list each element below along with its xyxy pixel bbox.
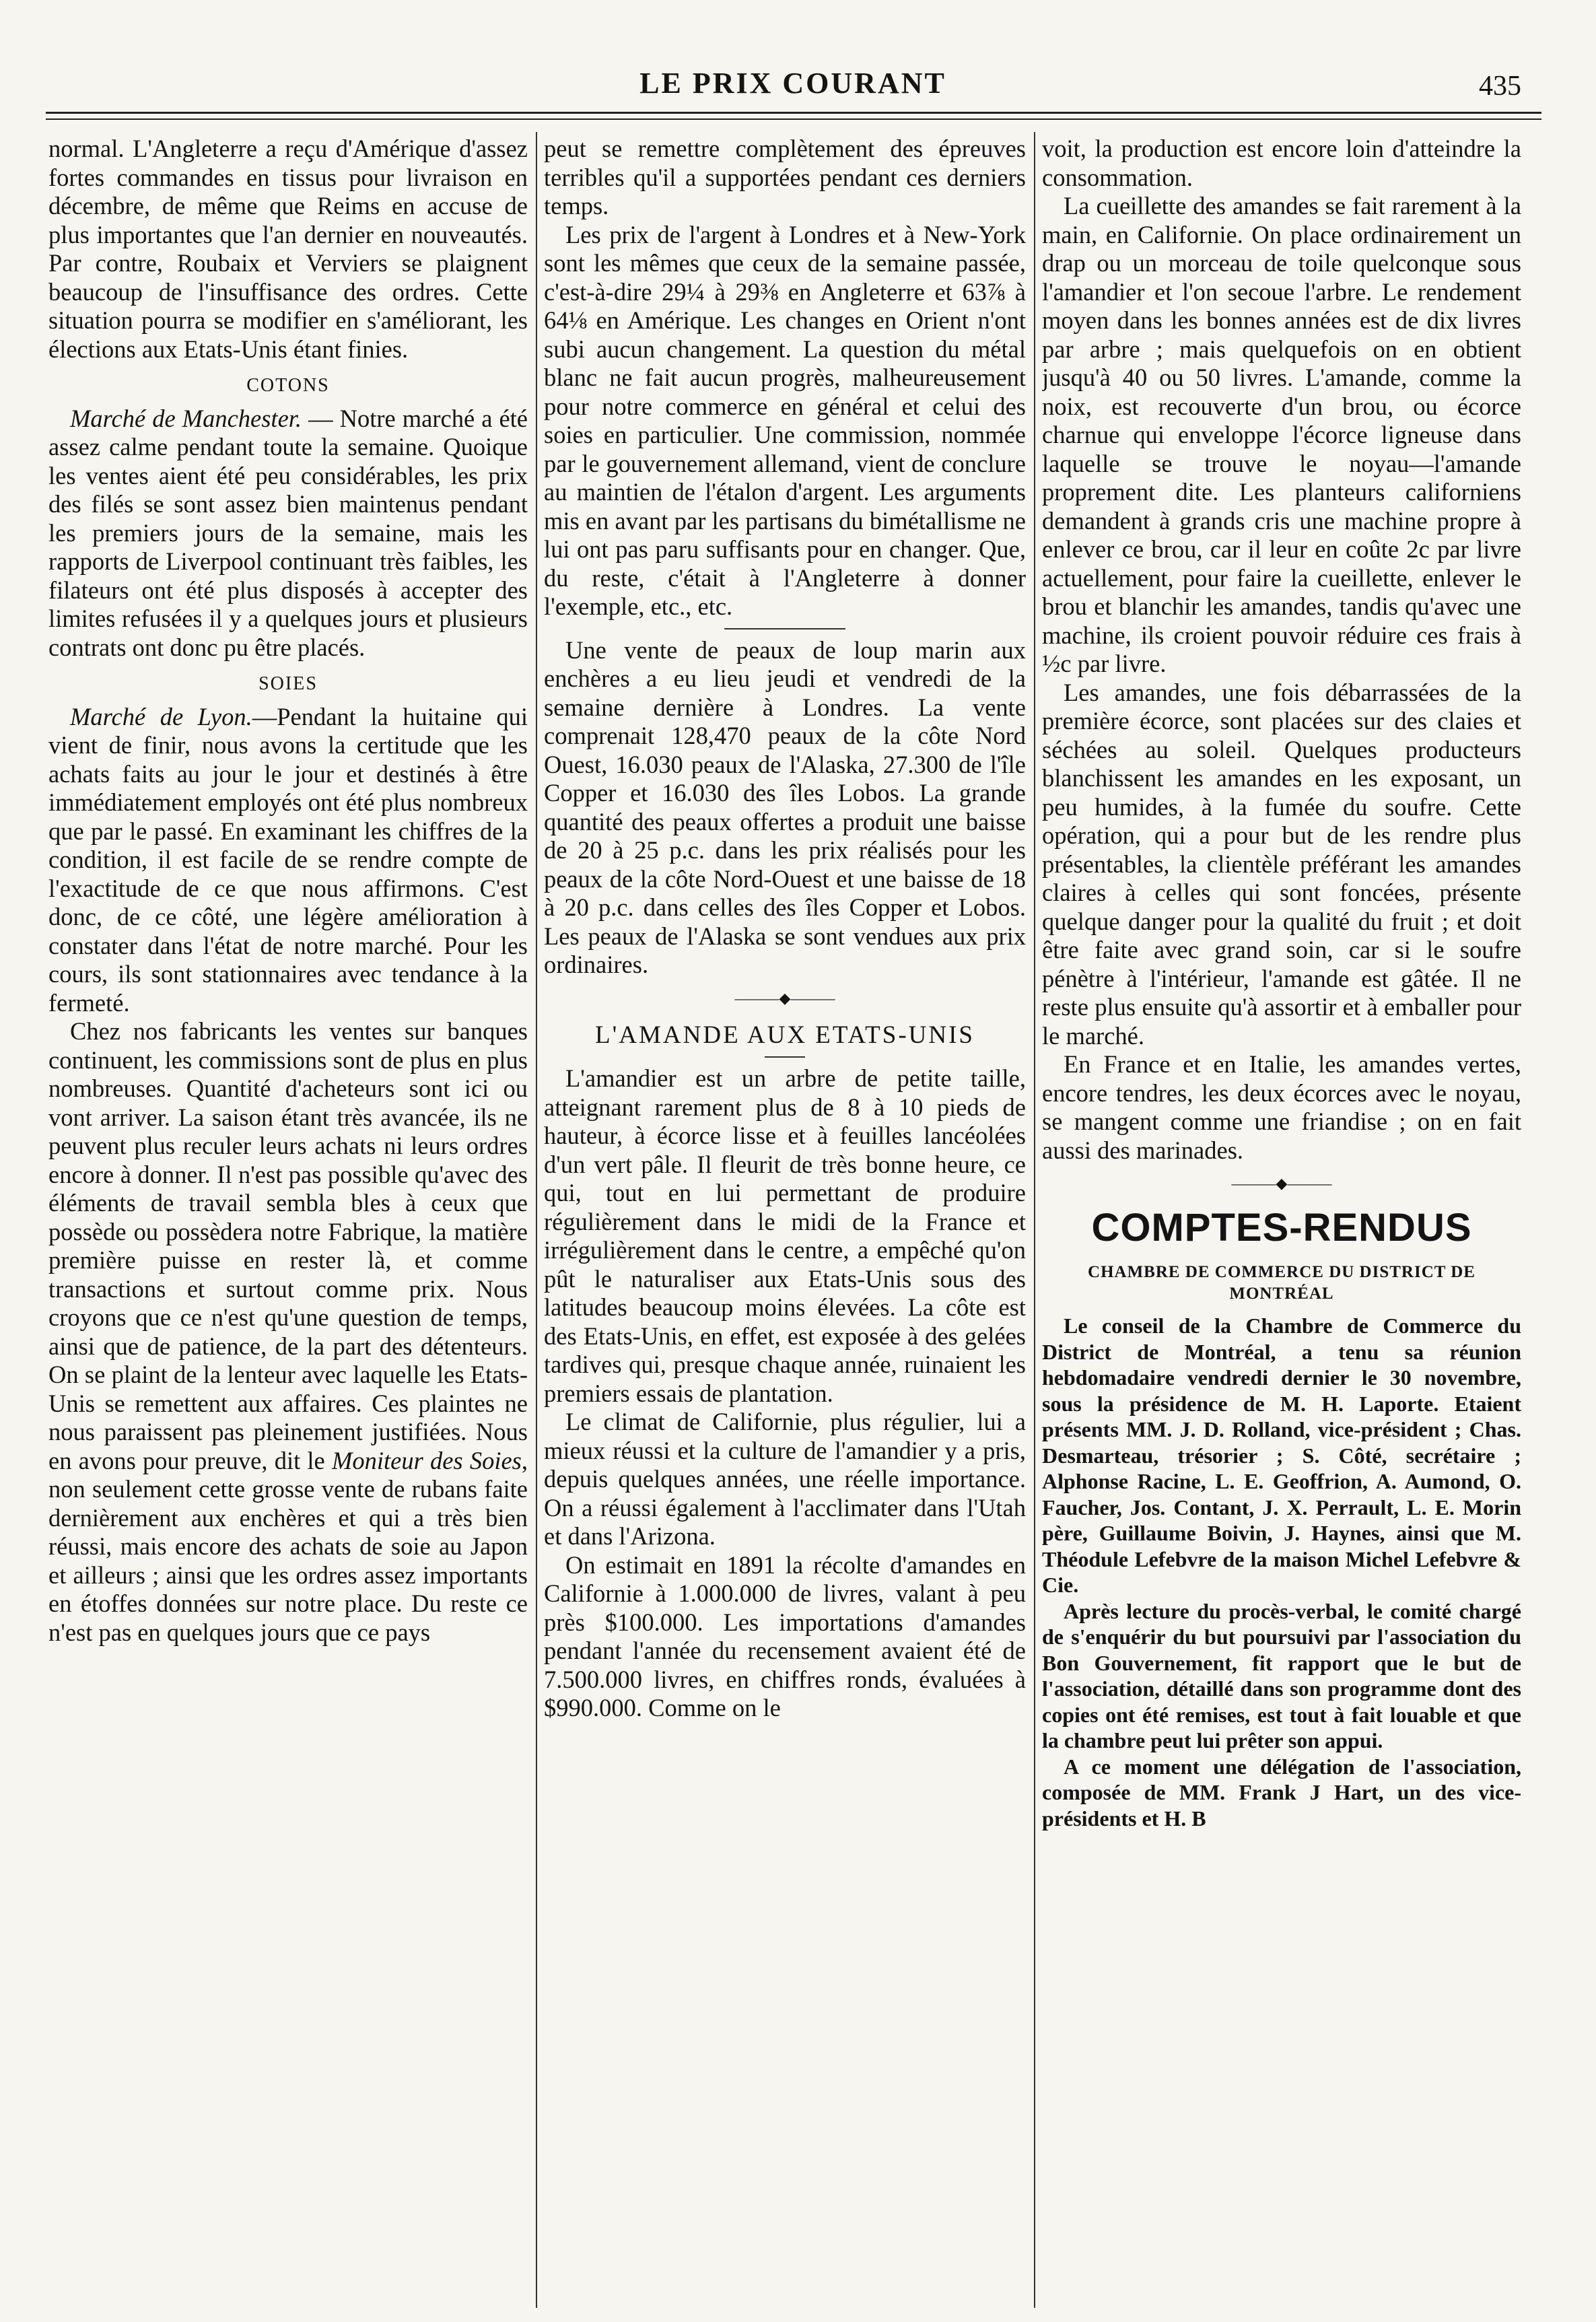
paragraph-argent: Les prix de l'argent à Londres et à New-York sont les mêmes que ceux de la semaine passée, c'est-à-dire 29¼ à 29⅜ en Angleterre et 63⅞ à 64⅛ en Amérique. Les changes en Orient n'ont subi aucun changement. La question du métal blanc ne fait aucun progrès, malheureusement pour notre commerce en général et celui des soies en particulier. Une commission, nommée par le gouvernement allemand, vient de conclure au maintien de l'étalon d'argent. Les arguments mis en avant par les partisans du bimétallisme ne lui ont pas paru suffisants pour en changer. Que, du reste, c'était à l'Angleterre à donner l'exemple, etc., etc. [544, 220, 1026, 620]
paragraph: peut se remettre complètement des épreuves terribles qu'il a supportées pendant ces derniers temps. [544, 135, 1026, 219]
report-block [1042, 1313, 1521, 1831]
title-underline [765, 1056, 805, 1058]
paragraph-text: Chez nos fabricants les ventes sur banques continuent, les commissions sont de plus en plus nombreuses. Quantité d'acheteurs sont ici ou vont arriver. La saison étant très avancée, ils ne peuvent plus reculer leurs achats ni leurs ordres encore à donner. Il n'est pas possible qu'avec des éléments de travail sembla bles à ceux que possède ou possèdera notre Fabrique, la matière première puisse en rester là, et comme transactions et surtout comme prix. Nous croyons que ce n'est qu'une question de temps, ainsi que de patience, de la part des détenteurs. On se plaint de la lenteur avec laquelle les Etats-Unis se remettent aux affaires. Ces plaintes ne nous paraissent pas pleinement justifiées. Nous en avons pour preuve, dit le [48, 1017, 528, 1474]
paragraph: Les amandes, une fois débarrassées de la première écorce, sont placées sur des claies et séchées au soleil. Quelques producteurs blanchissent les amandes en les exposant, un peu humides, à la fumée du soufre. Cette opération, qui a pour but de les rendre plus présentables, la clientèle préférant les amandes claires à celles qui sont foncées, présente quelque danger pour la qualité du fruit ; et doit être faite avec grand soin, car si le soufre pénètre à l'intérieur, l'amande est gâtée. Il ne reste plus ensuite qu'à assortir et à emballer pour le marché. [1042, 678, 1521, 1050]
header-rule-top [46, 112, 1541, 114]
ornament-divider: ———◆——— [734, 989, 835, 1006]
paragraph: On estimait en 1891 la récolte d'amandes en Californie à 1.000.000 de livres, valant à peu près $100.000. Les importations d'amandes pendant l'année du recensement avaient été de 7.500.000 livres, en chiffres ronds, évaluées à $990.000. Comme on le [544, 1550, 1026, 1721]
paragraph: L'amandier est un arbre de petite taille, atteignant rarement plus de 8 à 10 pieds de hauteur, à écorce lisse et à feuilles lancéolées d'un vert pâle. Il fleurit de très bonne heure, ce qui, tout en lui permettant de produire régulièrement dans le midi de la France et irrégulièrement dans le centre, a empêché qu'on pût le naturaliser aux Etats-Unis sous des latitudes beaucoup moins élevées. La côte est des Etats-Unis, en effet, est exposée à des gelées tardives qui, presque chaque année, ruinaient les premiers essais de plantation. [544, 1064, 1026, 1407]
ornament-divider: ———◆——— [1231, 1175, 1332, 1192]
paragraph: Après lecture du procès-verbal, le comité chargé de s'enquérir du but poursuivi par l'association du Bon Gouvernement, fit rapport que le but de l'association, détaillé dans son programme dont des copies ont été remises, est tout à fait louable et que la chambre peut lui prêter son appui. [1042, 1598, 1521, 1752]
newspaper-title: LE PRIX COURANT [639, 67, 946, 100]
paragraph: voit, la production est encore loin d'atteindre la consommation. [1042, 135, 1521, 191]
paragraph: A ce moment une délégation de l'association, composée de MM. Frank J Hart, un des vice-présidents et H. B [1042, 1754, 1521, 1831]
page-number: 435 [1479, 71, 1521, 102]
section-heading-soies: SOIES [258, 673, 318, 694]
publication-name: Moniteur des Soies [331, 1446, 522, 1474]
column-divider [536, 132, 537, 2308]
section-heading-cotons: COTONS [246, 375, 330, 396]
separator-rule [724, 628, 845, 629]
paragraph: Le climat de Californie, plus régulier, lui a mieux réussi et la culture de l'amandier y a pris, depuis quelques années, une réelle importance. On a réussi également à l'acclimater dans l'Utah et dans l'Arizona. [544, 1408, 1026, 1550]
paragraph: Le conseil de la Chambre de Commerce du District de Montréal, a tenu sa réunion hebdomadaire vendredi dernier le 30 novembre, sous la présidence de M. H. Laporte. Etaient présents MM. J. D. Rolland, vice-président ; Chas. Desmarteau, trésorier ; S. Côté, secrétaire ; Alphonse Racine, L. E. Geoffrion, A. Aumond, O. Faucher, Jos. Contant, J. X. Perrault, L. E. Morin père, Guillaume Boivin, J. Haynes, ainsi que M. Théodule Lefebvre de la maison Michel Lefebvre & Cie. [1042, 1313, 1521, 1597]
column-divider [1034, 132, 1035, 2308]
paragraph: normal. L'Angleterre a reçu d'Amérique d'assez fortes commandes en tissus pour livraison en décembre, de même que Reims en accuse de plus importantes que l'an dernier en nouveautés. Par contre, Roubaix et Verviers se plaignent beaucoup de l'insuffisance des ordres. Cette situation pourra se modifier en s'améliorant, les élections aux Etats-Unis étant finies. [48, 135, 528, 363]
page-header [46, 62, 1540, 109]
paragraph-text: — Notre marché a été assez calme pendant toute la semaine. Quoique les ventes aient été peu considérables, les prix des filés se sont assez bien maintenus pendant les premiers jours de la semaine, mais les rapports de Liverpool continuant très faibles, les filateurs ont été plus disposés à accepter des limites refusées il y a quelques jours et plusieurs contrats ont donc pu être placés. [48, 404, 528, 661]
paragraph-peaux: Une vente de peaux de loup marin aux enchères a eu lieu jeudi et vendredi de la semaine dernière à Londres. La vente comprenait 128,470 peaux de la côte Nord Ouest, 16.030 peaux de l'Alaska, 27.300 de l'île Copper et 16.030 des îles Lobos. La grande quantité des peaux offertes a produit une baisse de 20 à 25 p.c. dans les prix réalisés pour les peaux de la côte Nord-Ouest et une baisse de 18 à 20 p.c. dans celles des îles Copper et Lobos. Les peaux de l'Alaska se sont vendues aux prix ordinaires. [544, 636, 1026, 978]
market-name: Marché de Lyon. [70, 702, 252, 730]
market-name: Marché de Manchester. [70, 404, 302, 432]
paragraph: La cueillette des amandes se fait rarement à la main, en Californie. On place ordinairement un drap ou un morceau de toile quelconque sous l'amandier et l'on secoue l'arbre. Le rendement moyen dans les bonnes années est de dix livres par arbre ; mais quelquefois on en obtient jusqu'à 40 ou 50 livres. L'amande, comme la noix, est recouverte d'un brou, ou écorce charnue qui enveloppe l'écorce ligneuse dans laquelle se trouve le noyau—l'amande proprement dite. Les planteurs californiens demandent à grands cris une machine propre à enlever ce brou, car il leur en coûte 2c par livre actuellement, pour faire la cueillette, enlever le brou et blanchir les amandes, tandis qu'avec une machine, ils croient pouvoir réduire ces frais à ½c par livre. [1042, 192, 1521, 677]
column-3 [1042, 135, 1521, 2309]
paragraph-soies [48, 703, 528, 1018]
article-title-amande: L'AMANDE AUX ETATS-UNIS [595, 1021, 975, 1049]
paragraph-text: , non seulement cette grosse vente de rubans faite dernièrement aux enchères et qui a très bien réussi, mais encore des achats de soie au Japon et ailleurs ; ainsi que les ordres assez importants en étoffes données sur notre place. Du reste ce n'est pas en quelques jours que ce pays [48, 1446, 528, 1646]
paragraph-text: —Pendant la huitaine qui vient de finir, nous avons la certitude que les achats faits au jour le jour et destinés à être immédiatement employés ont été plus nombreux que par le passé. En examinant les chiffres de la condition, il est facile de se rendre compte de l'exactitude de ce que nous affirmons. C'est donc, de ce côté, une légère amélioration à constater dans l'état de notre marché. Pour les cours, ils sont stationnaires avec tendance à la fermeté. [48, 702, 528, 1017]
subheading-chambre: CHAMBRE DE COMMERCE DU DISTRICT DE MONTRÉAL [1088, 1263, 1476, 1303]
column-2 [544, 135, 1026, 2309]
paragraph: En France et en Italie, les amandes vertes, encore tendres, les deux écorces avec le noyau, se mangent comme une friandise ; on en fait aussi des marinades. [1042, 1050, 1521, 1164]
header-rule-bottom [46, 118, 1541, 120]
paragraph-cotons [48, 405, 528, 662]
paragraph-fabricants [48, 1017, 528, 1647]
column-1 [48, 135, 528, 2309]
section-title-comptes-rendus: COMPTES-RENDUS [1091, 1206, 1472, 1250]
